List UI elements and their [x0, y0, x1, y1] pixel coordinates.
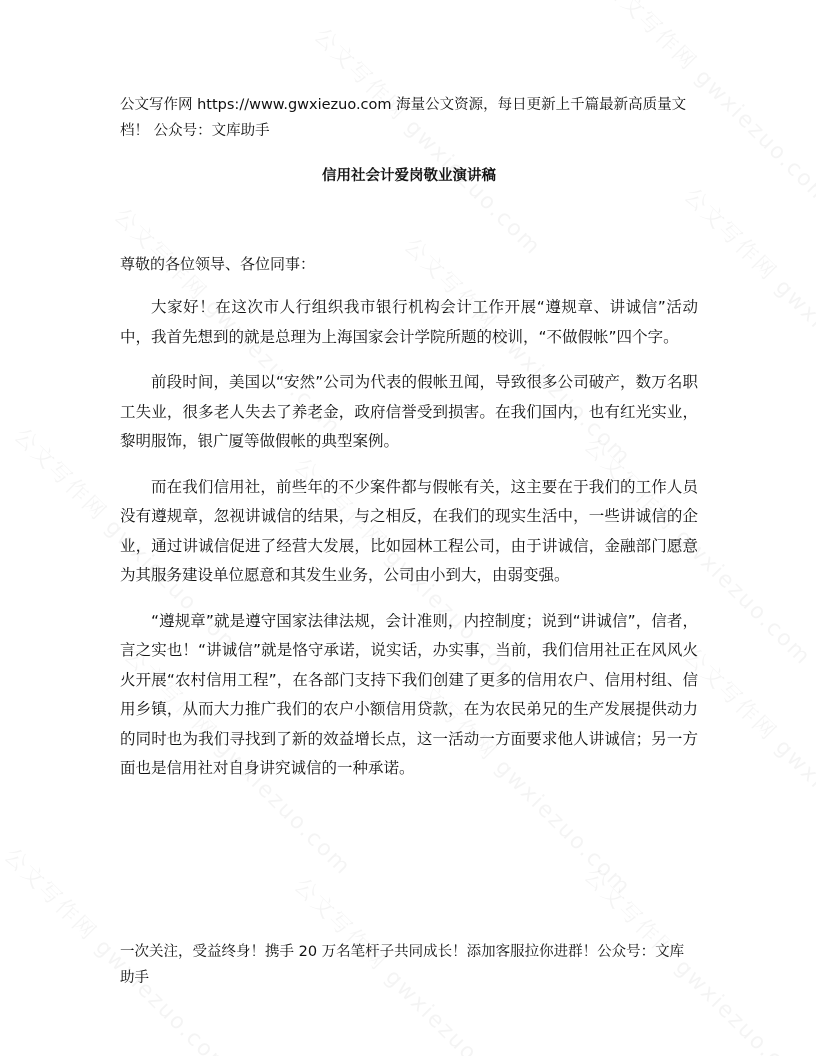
watermark-text: [678, 640, 816, 881]
page-footer-text: 一次关注，受益终身！携手 20 万名笔杆子共同成长！添加客服拉你进群！公众号：文库助手: [120, 944, 685, 986]
paragraph: “遵规章”就是遵守国家法律法规，会计准则，内控制度；说到“讲诚信”，信者，言之实也！“讲诚信”就是恪守承诺，说实话，办实事，当前，我们信用社正在风风火火开展“农村信用工程”，在各部门支持下我们创建了更多的信用农户、信用村组、信用乡镇，从而大力推广我们的农户小额信用贷款，在为农民弟兄的生产发展提供动力的同时也为我们寻找到了新的效益增长点，这一活动一方面要求他人讲诚信；另一方面也是信用社对自身讲究诚信的一种承诺。: [120, 611, 698, 777]
document-body: [120, 293, 698, 800]
salutation: 尊敬的各位领导、各位同事：: [120, 255, 316, 273]
page-header-text: 公文写作网 https://www.gwxiezuo.com 海量公文资源，每日更新上千篇最新高质量文档！ 公众号：文库助手: [120, 97, 687, 139]
paragraph: 而在我们信用社，前些年的不少案件都与假帐有关，这主要在于我们的工作人员没有遵规章，忽视讲诚信的结果，与之相反，在我们的现实生活中，一些讲诚信的企业，通过讲诚信促进了经营大发展，比如园林工程公司，由于讲诚信，金融部门愿意为其服务建设单位愿意和其发生业务，公司由小到大，由弱变强。: [120, 477, 698, 584]
paragraph: 前段时间，美国以“安然”公司为代表的假帐丑闻，导致很多公司破产，数万名职工失业，很多老人失去了养老金，政府信誉受到损害。在我们国内，也有红光实业，黎明服饰，银广厦等做假帐的典型案例。: [120, 373, 698, 450]
document-title: 信用社会计爱岗敬业演讲稿: [322, 168, 496, 184]
paragraph: 大家好！在这次市人行组织我市银行机构会计工作开展“遵规章、讲诚信”活动中，我首先想到的就是总理为上海国家会计学院所题的校训，“不做假帐”四个字。: [120, 298, 698, 346]
watermark-text: [678, 180, 816, 421]
